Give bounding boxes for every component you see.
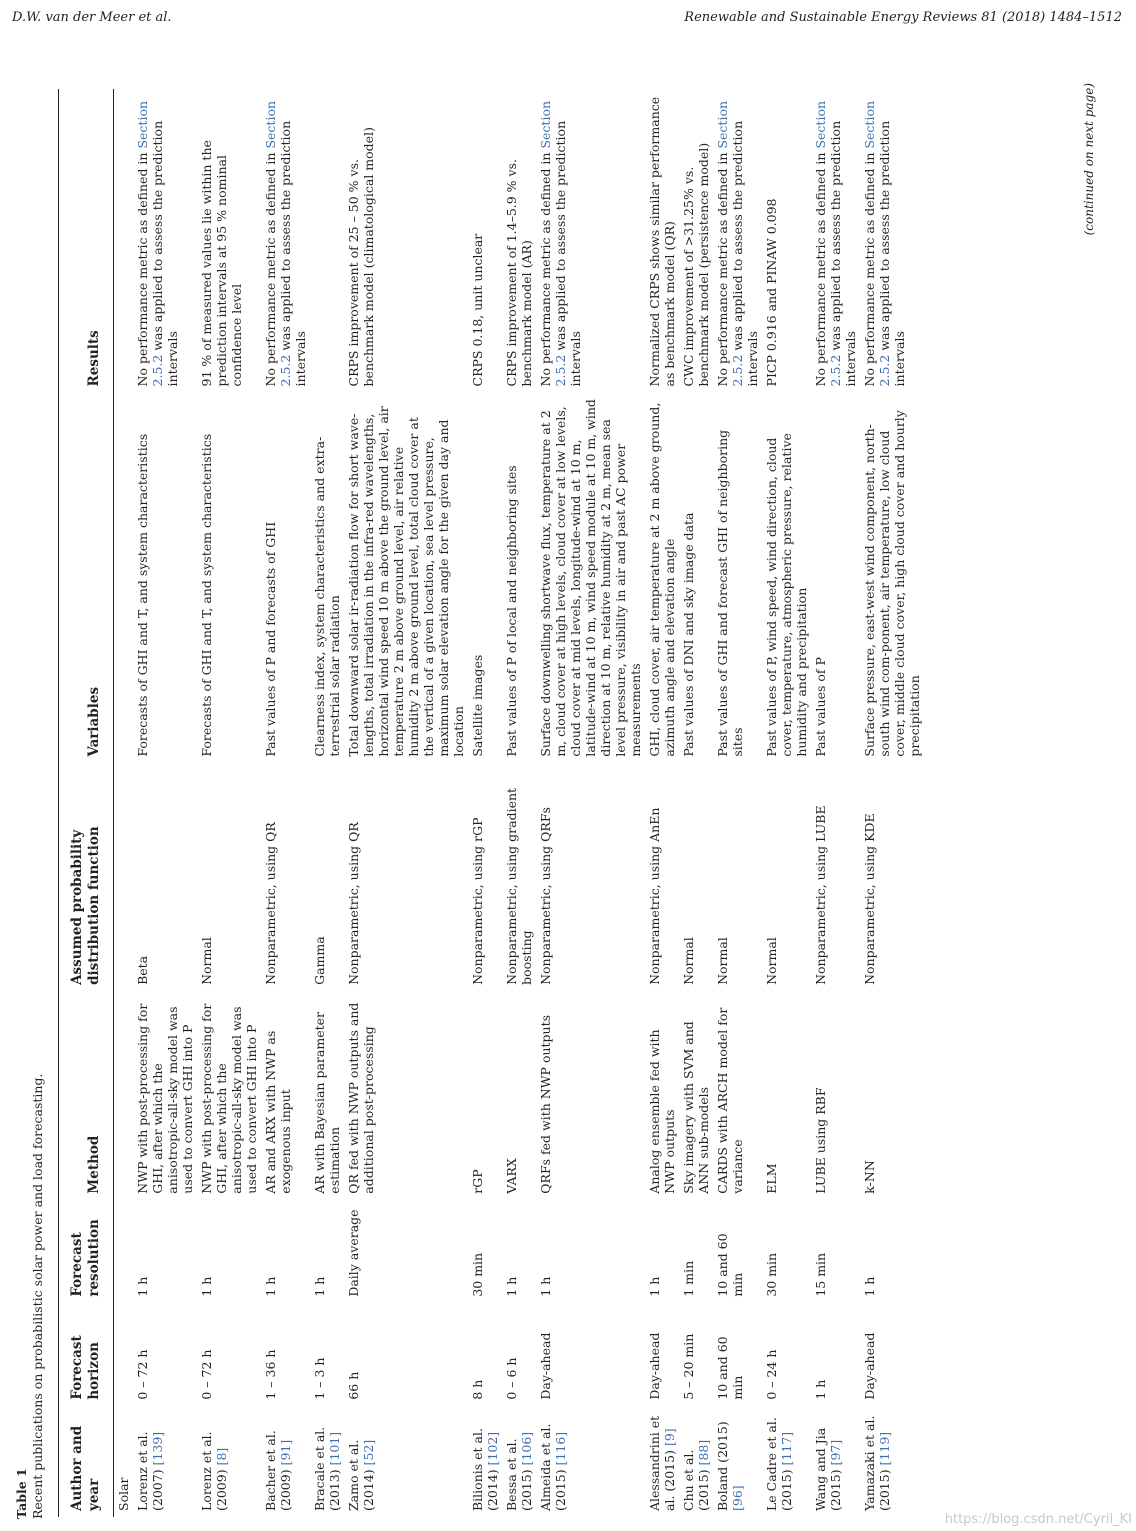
cell-horizon: Day-ahead — [862, 1332, 877, 1400]
cell-author — [762, 1406, 811, 1517]
table-row — [762, 89, 811, 1517]
author-text: Alessandrini et al. (2015) — [647, 1415, 677, 1511]
results-text: No performance metric as defined in — [538, 152, 553, 387]
cell-horizon: 10 and 60 min — [715, 1336, 745, 1400]
author-text: Almeida et al. (2015) — [538, 1423, 568, 1511]
author-text: Bessa et al. (2015) — [504, 1438, 534, 1511]
table-row — [197, 89, 261, 1517]
cell-horizon: 0 – 72 h — [135, 1349, 150, 1400]
cell-author — [197, 1406, 261, 1517]
results-text: CWC improvement of >31.25% vs. benchmark model (persistence model) — [681, 142, 711, 387]
cell-variables: Forecasts of GHI and T, and system characteristics — [199, 433, 214, 757]
cell-variables: Satellite images — [470, 654, 485, 757]
citation-link[interactable]: [119] — [877, 1431, 892, 1466]
citation-link[interactable]: [88] — [696, 1439, 711, 1466]
cell-pdf: Nonparametric, using QR — [263, 822, 278, 985]
col-horizon: Forecast horizon — [69, 1335, 102, 1400]
cell-author — [502, 1406, 536, 1517]
author-text: Zamo et al. (2014) — [346, 1439, 376, 1511]
cell-horizon: 1 h — [813, 1379, 828, 1400]
results-text: CRPS improvement of 25 – 50 % vs. benchmark model (climatological model) — [346, 127, 376, 387]
cell-method: LUBE using RBF — [813, 1087, 828, 1194]
cell-variables: Past values of P and forecasts of GHI — [263, 521, 278, 757]
results-text: No performance metric as defined in — [135, 152, 150, 387]
cell-method: QR fed with NWP outputs and additional post-processing — [346, 1002, 376, 1194]
table-row — [679, 89, 713, 1517]
cell-results — [713, 89, 762, 392]
table-row — [536, 89, 645, 1517]
cell-variables: Past values of P — [813, 657, 828, 757]
cell-results — [133, 89, 197, 392]
cell-horizon: 5 – 20 min — [681, 1333, 696, 1400]
cell-pdf: Normal — [764, 937, 779, 985]
table-caption — [14, 1074, 46, 1519]
table-row — [811, 89, 860, 1517]
author-text: Bacher et al. (2009) — [263, 1430, 293, 1511]
results-text: CRPS 0.18, unit unclear — [470, 233, 485, 387]
cell-author — [536, 1406, 645, 1517]
col-results: Results — [86, 330, 102, 387]
cell-variables: Total downward solar ir-radiation flow for short wave-lengths, total irradiation in the infra-red wavelengths, horizontal wind speed 10 m above the ground level, air temperature 2 m above ground level, air relative humidity 2 m above ground level, total cloud cover at the vertical of a given location, sea level pressure, maximum solar elevation angle for the given day and location — [346, 406, 466, 757]
section-link[interactable]: Section 2.5.2 — [715, 100, 745, 387]
cell-horizon: 8 h — [470, 1379, 485, 1400]
cell-resolution: 1 h — [862, 1276, 877, 1297]
results-text: 91 % of measured values lie within the prediction intervals at 95 % nominal confidence level — [199, 140, 244, 387]
cell-pdf: Nonparametric, using rGP — [470, 817, 485, 985]
cell-method: ELM — [764, 1163, 779, 1194]
cell-method: VARX — [504, 1158, 519, 1194]
running-head-authors: D.W. van der Meer et al. — [12, 10, 172, 25]
table-row — [468, 89, 502, 1517]
section-link[interactable]: Section 2.5.2 — [135, 100, 165, 387]
cell-horizon: Day-ahead — [647, 1332, 662, 1400]
cell-horizon: Day-ahead — [538, 1332, 553, 1400]
cell-resolution: 1 h — [538, 1276, 553, 1297]
cell-resolution: 1 h — [312, 1276, 327, 1297]
cell-method: CARDS with ARCH model for variance — [715, 1007, 745, 1194]
citation-link[interactable]: [96] — [730, 1485, 745, 1511]
citation-link[interactable]: [106] — [519, 1431, 534, 1466]
cell-author — [811, 1406, 860, 1517]
col-variables: Variables — [86, 686, 102, 757]
cell-results — [811, 89, 860, 392]
author-text: Bilionis et al. (2014) — [470, 1428, 500, 1511]
cell-horizon: 66 h — [346, 1371, 361, 1400]
author-text: Le Cadre et al. (2015) — [764, 1417, 794, 1511]
table-row — [344, 89, 468, 1517]
cell-resolution: 1 h — [199, 1276, 214, 1297]
continued-note: (continued on next page) — [1082, 83, 1096, 236]
cell-results — [536, 89, 645, 392]
cell-pdf: Gamma — [312, 936, 327, 985]
citation-link[interactable]: [9] — [662, 1428, 677, 1447]
cell-variables: Past values of GHI and forecast GHI of neighboring sites — [715, 429, 745, 757]
cell-horizon: 1 – 36 h — [263, 1349, 278, 1400]
cell-resolution: Daily average — [346, 1209, 361, 1297]
cell-pdf: Nonparametric, using QRFs — [538, 807, 553, 985]
section-label: Solar — [116, 1477, 131, 1511]
cell-pdf: Nonparametric, using LUBE — [813, 805, 828, 985]
table-row — [502, 89, 536, 1517]
cell-method: QRFs fed with NWP outputs — [538, 1014, 553, 1194]
cell-author — [310, 1406, 344, 1517]
cell-results — [468, 89, 502, 392]
author-text: Boland (2015) — [715, 1421, 730, 1511]
cell-author — [133, 1406, 197, 1517]
col-pdf: Assumed probability distribution function — [69, 826, 102, 985]
table-label: Table 1 — [14, 1468, 29, 1519]
cell-author — [344, 1406, 468, 1517]
table-row — [645, 89, 679, 1517]
table-caption-text: Recent publications on probabilistic solar power and load forecasting. — [30, 1073, 45, 1519]
author-text: Yamazaki et al. (2015) — [862, 1415, 892, 1511]
section-link[interactable]: Section 2.5.2 — [813, 100, 843, 387]
cell-resolution: 30 min — [470, 1252, 485, 1297]
table-row — [133, 89, 197, 1517]
section-link[interactable]: Section 2.5.2 — [538, 100, 568, 387]
cell-resolution: 1 h — [504, 1276, 519, 1297]
cell-method: Sky imagery with SVM and ANN sub-models — [681, 1021, 711, 1194]
cell-method: Analog ensemble fed with NWP outputs — [647, 1029, 677, 1194]
cell-results — [679, 89, 713, 392]
cell-resolution: 1 h — [647, 1276, 662, 1297]
table-row — [713, 89, 762, 1517]
results-text: Normalized CRPS shows similar performance as benchmark model (QR) — [647, 96, 677, 387]
publications-table — [58, 89, 924, 1517]
cell-results — [860, 89, 924, 392]
table-row — [261, 89, 310, 1517]
results-text-cont: was applied to assess the prediction intervals — [730, 120, 760, 387]
section-link[interactable]: Section 2.5.2 — [862, 100, 892, 387]
running-head-journal: Renewable and Sustainable Energy Reviews 81 (2018) 1484–1512 — [684, 10, 1122, 25]
cell-author — [679, 1406, 713, 1517]
author-text: Wang and Jia (2015) — [813, 1427, 843, 1511]
cell-author — [645, 1406, 679, 1517]
col-author: Author and year — [69, 1425, 102, 1511]
cell-method: k-NN — [862, 1160, 877, 1194]
cell-pdf: Nonparametric, using QR — [346, 822, 361, 985]
cell-variables: Past values of P of local and neighboring sites — [504, 465, 519, 757]
watermark: https://blog.csdn.net/Cyril_KI — [944, 1512, 1132, 1527]
citation-link[interactable]: [52] — [361, 1439, 376, 1466]
cell-horizon: 0 – 6 h — [504, 1357, 519, 1400]
results-text-cont: was applied to assess the prediction intervals — [828, 120, 858, 387]
citation-link[interactable]: [8] — [214, 1447, 229, 1466]
author-text: Lorenz et al. (2009) — [199, 1431, 229, 1511]
table-row — [310, 89, 344, 1517]
citation-link[interactable]: [91] — [278, 1439, 293, 1466]
cell-method: AR and ARX with NWP as exogenous input — [263, 1030, 293, 1194]
cell-results — [502, 89, 536, 392]
citation-link[interactable]: [97] — [828, 1439, 843, 1466]
section-row — [114, 89, 134, 1517]
cell-resolution: 1 h — [135, 1276, 150, 1297]
cell-variables: Clearness index, system characteristics and extra-terrestrial solar radiation — [312, 436, 342, 757]
results-text: No performance metric as defined in — [862, 152, 877, 387]
results-text: PICP 0.916 and PINAW 0.098 — [764, 198, 779, 387]
col-method: Method — [86, 1135, 102, 1194]
cell-author — [713, 1406, 762, 1517]
cell-variables: Forecasts of GHI and T, and system characteristics — [135, 433, 150, 757]
cell-horizon: 1 – 3 h — [312, 1357, 327, 1400]
cell-author — [261, 1406, 310, 1517]
citation-link[interactable]: [116] — [553, 1431, 568, 1466]
cell-resolution: 1 h — [263, 1276, 278, 1297]
cell-variables: Surface downwelling shortwave flux, temperature at 2 m, cloud cover at high levels, cloud cover at low levels, cloud cover at mid levels, longitude-wind at 10 m, latitude-wind at 10 m, wind speed module at 10 m, wind direction at 10 m, relative humidity at 2 m, mean sea level pressure, visibility in air and past AC power measurements — [538, 399, 643, 757]
cell-method: AR with Bayesian parameter estimation — [312, 1012, 342, 1194]
cell-results — [344, 89, 468, 392]
cell-results — [197, 89, 261, 392]
cell-horizon: 0 – 24 h — [764, 1349, 779, 1400]
cell-resolution: 1 min — [681, 1260, 696, 1297]
results-text: CRPS improvement of 1.4–5.9 % vs. benchmark model (AR) — [504, 159, 534, 387]
results-text: No performance metric as defined in — [263, 152, 278, 387]
cell-resolution: 10 and 60 min — [715, 1233, 745, 1297]
cell-method: NWP with post-processing for GHI, after which the anisotropic-all-sky model was used to convert GHI into P — [135, 1003, 195, 1194]
results-text-cont: was applied to assess the prediction intervals — [877, 120, 907, 387]
rotated-table-page — [0, 51, 1120, 1531]
citation-link[interactable]: [102] — [485, 1431, 500, 1466]
cell-pdf: Normal — [199, 937, 214, 985]
cell-variables: GHI, cloud cover, air temperature at 2 m above ground, azimuth angle and elevation angle — [647, 402, 677, 757]
cell-results — [762, 89, 811, 392]
citation-link[interactable]: [117] — [779, 1431, 794, 1466]
cell-horizon: 0 – 72 h — [199, 1349, 214, 1400]
cell-pdf: Normal — [715, 937, 730, 985]
cell-variables: Past values of P, wind speed, wind direction, cloud cover, temperature, atmospheric pressure, relative humidity and precipitation — [764, 433, 809, 757]
cell-pdf: Nonparametric, using AnEn — [647, 807, 662, 985]
results-text-cont: was applied to assess the prediction intervals — [278, 120, 308, 387]
table-header-row — [59, 89, 114, 1517]
results-text: No performance metric as defined in — [715, 152, 730, 387]
cell-results — [261, 89, 310, 392]
author-text: Lorenz et al. (2007) — [135, 1431, 165, 1511]
citation-link[interactable]: [139] — [150, 1431, 165, 1466]
section-link[interactable]: Section 2.5.2 — [263, 100, 293, 387]
results-text-cont: was applied to assess the prediction intervals — [150, 120, 180, 387]
cell-pdf: Beta — [135, 955, 150, 985]
cell-resolution: 15 min — [813, 1252, 828, 1297]
cell-author — [860, 1406, 924, 1517]
author-text: Bracale et al. (2013) — [312, 1426, 342, 1511]
results-text: No performance metric as defined in — [813, 152, 828, 387]
cell-resolution: 30 min — [764, 1252, 779, 1297]
results-text-cont: was applied to assess the prediction intervals — [553, 120, 583, 387]
cell-variables: Surface pressure, east-west wind component, north-south wind com-ponent, air temperature, low cloud cover, middle cloud cover, high cloud cover and hourly precipitation — [862, 410, 922, 757]
cell-method: rGP — [470, 1169, 485, 1194]
cell-results — [645, 89, 679, 392]
table-row — [860, 89, 924, 1517]
author-text: Chu et al. (2015) — [681, 1449, 711, 1511]
cell-pdf: Nonparametric, using gradient boosting — [504, 787, 534, 985]
cell-author — [468, 1406, 502, 1517]
cell-method: NWP with post-processing for GHI, after which the anisotropic-all-sky model was used to convert GHI into P — [199, 1003, 259, 1194]
cell-pdf: Normal — [681, 937, 696, 985]
cell-pdf: Nonparametric, using KDE — [862, 813, 877, 985]
col-resolution: Forecast resolution — [69, 1219, 102, 1297]
citation-link[interactable]: [101] — [327, 1431, 342, 1466]
cell-results — [310, 89, 344, 392]
cell-variables: Past values of DNI and sky image data — [681, 512, 696, 757]
